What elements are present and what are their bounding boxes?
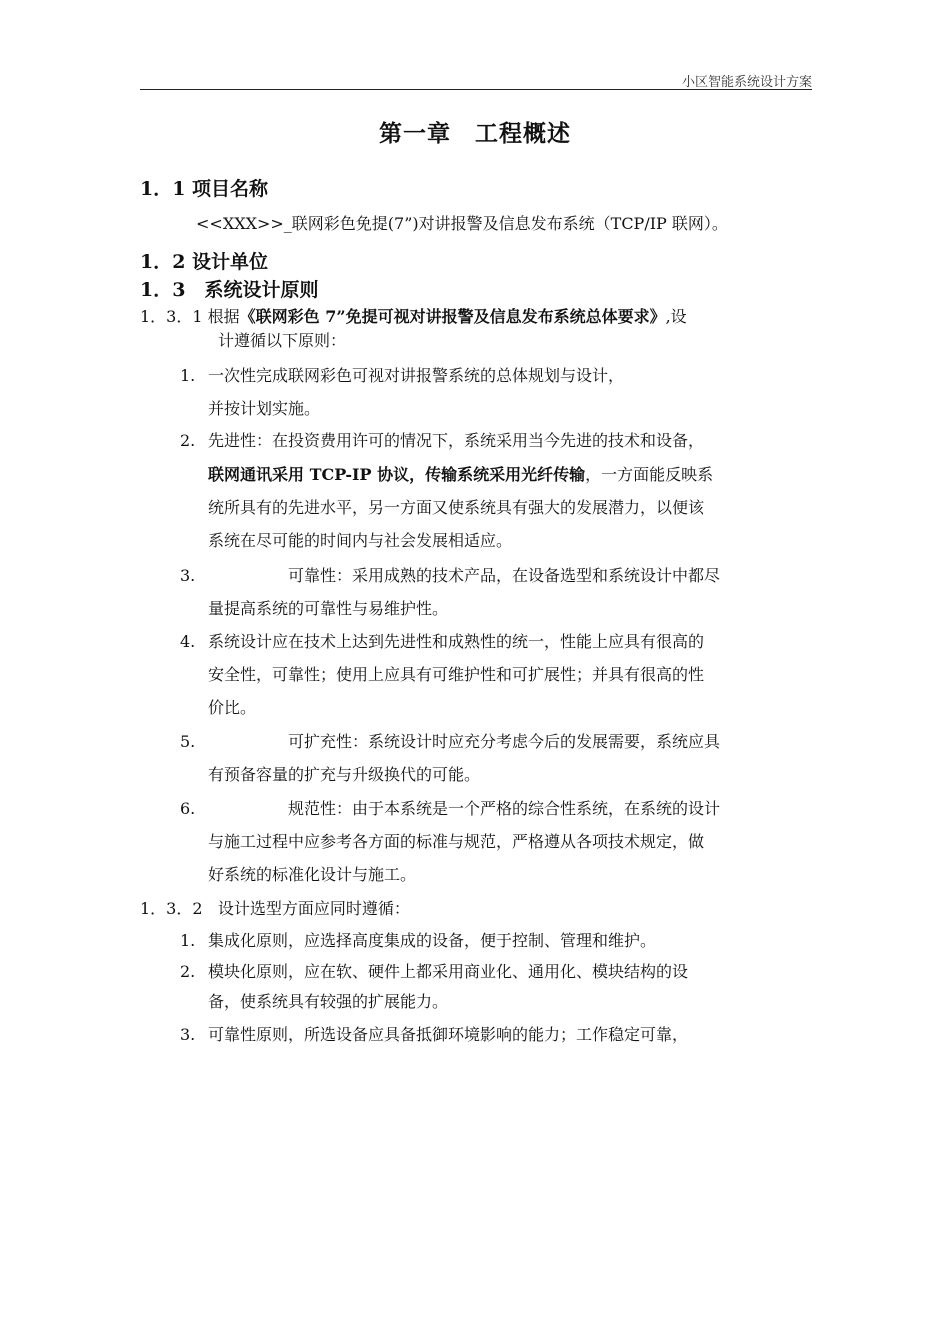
heading-1-1: 1．1 项目名称 bbox=[140, 178, 269, 200]
item-line: 统所具有的先进水平，另一方面又使系统具有强大的发展潜力，以便该 bbox=[208, 498, 705, 517]
item-text: ，一方面能反映系 bbox=[585, 465, 714, 484]
item-number: 1. bbox=[180, 931, 196, 950]
item-number: 3. bbox=[180, 1025, 196, 1044]
principle-item bbox=[180, 359, 624, 392]
bold-text: 联网通讯采用 TCP-IP 协议，传输系统采用光纤传输 bbox=[208, 465, 586, 484]
item-line: 模块化原则，应在软、硬件上都采用商业化、通用化、模块结构的设 bbox=[208, 962, 689, 981]
item-line: 系统在尽可能的时间内与社会发展相适应。 bbox=[208, 531, 513, 550]
item-line: 集成化原则，应选择高度集成的设备，便于控制、管理和维护。 bbox=[208, 931, 657, 950]
subsection-text: 设计选型方面应同时遵循： bbox=[217, 899, 410, 918]
subsection-1-3-2 bbox=[140, 892, 410, 925]
item-number: 2. bbox=[180, 431, 196, 450]
subsection-number: 1．3．1 bbox=[140, 307, 203, 326]
item-line: 一次性完成联网彩色可视对讲报警系统的总体规划与设计， bbox=[208, 366, 625, 385]
page-header-text: 小区智能系统设计方案 bbox=[681, 75, 812, 90]
item-line bbox=[208, 458, 713, 491]
item-line: 价比。 bbox=[208, 698, 257, 717]
item-line: 可靠性：采用成熟的技术产品，在设备选型和系统设计中都尽 bbox=[288, 566, 721, 585]
principle-item bbox=[180, 424, 704, 457]
heading-1-3: 1．3 系统设计原则 bbox=[140, 279, 319, 301]
requirement-doc-title: 《联网彩色 7”免提可视对讲报警及信息发布系统总体要求》 bbox=[239, 307, 666, 326]
item-line: 并按计划实施。 bbox=[208, 399, 321, 418]
principle-item bbox=[180, 625, 704, 658]
selection-item bbox=[180, 955, 688, 988]
heading-1-2: 1．2 设计单位 bbox=[140, 251, 269, 273]
principle-item bbox=[180, 559, 720, 592]
selection-item bbox=[180, 1018, 688, 1051]
item-line: 安全性，可靠性；使用上应具有可维护性和可扩展性；并具有很高的性 bbox=[208, 665, 705, 684]
item-line: 与施工过程中应参考各方面的标准与规范，严格遵从各项技术规定，做 bbox=[208, 832, 705, 851]
principle-item bbox=[180, 725, 720, 758]
chapter-title: 第一章 工程概述 bbox=[379, 120, 571, 147]
subsection-1-3-1-line2: 计遵循以下原则： bbox=[218, 331, 347, 350]
principle-item bbox=[180, 792, 720, 825]
subsection-prefix: 根据 bbox=[207, 307, 240, 326]
item-line: 系统设计应在技术上达到先进性和成熟性的统一，性能上应具有很高的 bbox=[208, 632, 705, 651]
item-number: 2. bbox=[180, 962, 196, 981]
subsection-number: 1．3．2 bbox=[140, 899, 203, 918]
item-line: 有预备容量的扩充与升级换代的可能。 bbox=[208, 765, 481, 784]
item-line: 可扩充性：系统设计时应充分考虑今后的发展需要，系统应具 bbox=[288, 732, 721, 751]
item-number: 1. bbox=[180, 366, 196, 385]
project-name: <<XXX>>_联网彩色免提(7”)对讲报警及信息发布系统（TCP/IP 联网）。 bbox=[196, 214, 728, 233]
item-number: 3. bbox=[180, 566, 196, 585]
selection-item bbox=[180, 924, 656, 957]
subsection-1-3-1 bbox=[140, 305, 687, 329]
subsection-suffix: ,设 bbox=[665, 307, 687, 326]
item-line: 规范性：由于本系统是一个严格的综合性系统，在系统的设计 bbox=[288, 799, 721, 818]
item-line: 好系统的标准化设计与施工。 bbox=[208, 865, 417, 884]
item-number: 4. bbox=[180, 632, 196, 651]
item-number: 6. bbox=[180, 799, 196, 818]
item-line: 量提高系统的可靠性与易维护性。 bbox=[208, 599, 449, 618]
header-rule bbox=[140, 89, 812, 90]
item-line: 先进性：在投资费用许可的情况下，系统采用当今先进的技术和设备， bbox=[208, 431, 705, 450]
item-line: 可靠性原则，所选设备应具备抵御环境影响的能力；工作稳定可靠， bbox=[208, 1025, 689, 1044]
item-number: 5. bbox=[180, 732, 196, 751]
item-line: 备，使系统具有较强的扩展能力。 bbox=[208, 992, 449, 1011]
